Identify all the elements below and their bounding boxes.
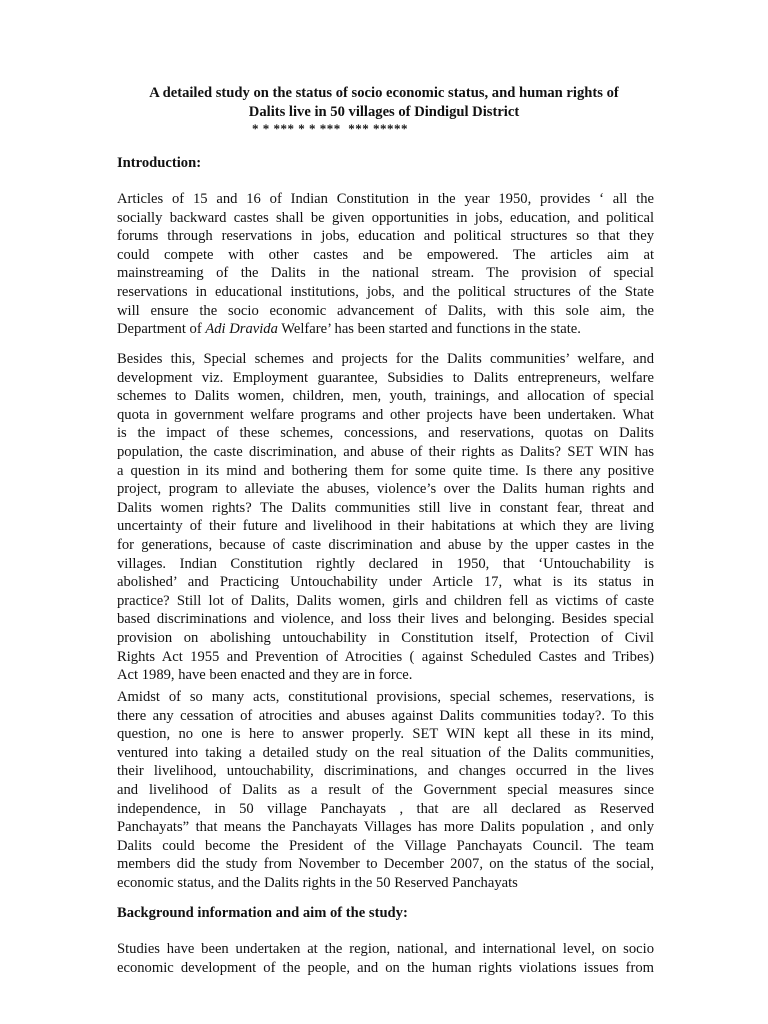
paragraph-line: Panchayats” that means the Panchayats Villages has more Dalits population , and only: [117, 819, 654, 836]
paragraph-line: quota in government welfare programs and other projects have been undertaken. What: [117, 406, 654, 423]
paragraph-2: [117, 350, 654, 685]
paragraph-line: is the impact of these schemes, concessions, and reservations, quotas on Dalits: [117, 425, 654, 442]
paragraph-3: [117, 688, 654, 893]
paragraph-line: Dalits could become the President of the Village Panchayats Council. The team: [117, 837, 654, 854]
paragraph-line: Rights Act 1955 and Prevention of Atrocities ( against Scheduled Castes and Tribes): [117, 648, 654, 665]
title-line-1: A detailed study on the status of socio economic status, and human rights of: [149, 85, 619, 101]
background-heading: Background information and aim of the study:: [117, 905, 408, 921]
paragraph-line: [117, 320, 654, 339]
paragraph-line: population, the caste discrimination, and abuse of their rights as Dalits? SET WIN has: [117, 443, 654, 460]
text-run: Department of: [117, 321, 206, 338]
paragraph-line: Articles of 15 and 16 of Indian Constitution in the year 1950, provides ‘ all the: [117, 191, 654, 207]
title-line-2: Dalits live in 50 villages of Dindigul District: [248, 104, 520, 120]
paragraph-line: Studies have been undertaken at the region, national, and international level, on socio: [117, 941, 654, 957]
paragraph-line: abolished’ and Practicing Untouchability under Article 17, what is its status in: [117, 574, 654, 591]
paragraph-line: development viz. Employment guarantee, Subsidies to Dalits entrepreneurs, welfare: [117, 369, 654, 386]
paragraph-line: will ensure the socio economic advancement of Dalits, with this sole aim, the: [117, 302, 654, 319]
paragraph-line: economic development of the people, and on the human rights violations issues from: [117, 959, 654, 976]
paragraph-line: could compete with other castes and be empowered. The articles aim at: [117, 246, 654, 263]
paragraph-line: independence, in 50 village Panchayats , that are all declared as Reserved: [117, 800, 654, 817]
paragraph-line: a question in its mind and bothering them for some quite time. Is there any positive: [117, 462, 654, 479]
paragraph-line: mainstreaming of the Dalits in the national stream. The provision of special: [117, 265, 654, 282]
paragraph-line: Besides this, Special schemes and projects for the Dalits communities’ welfare, and: [117, 351, 654, 367]
paragraph-1: [117, 190, 654, 339]
paragraph-line: practice? Still lot of Dalits, Dalits women, girls and children fell as victims of caste: [117, 592, 654, 609]
paragraph-line: villages. Indian Constitution rightly declared in 1950, that ‘Untouchability is: [117, 555, 654, 572]
document-title: [100, 84, 668, 122]
paragraph-line: reservations in educational institutions, jobs, and the political structures of the State: [117, 283, 654, 300]
paragraph-line: economic status, and the Dalits rights in the 50 Reserved Panchayats: [117, 874, 518, 891]
paragraph-line: Amidst of so many acts, constitutional provisions, special schemes, reservations, is: [117, 689, 654, 705]
paragraph-line: project, program to alleviate the abuses, violence’s over the Dalits human rights and: [117, 481, 654, 498]
paragraph-line: forums through reservations in jobs, education and political structures so that they: [117, 228, 654, 245]
paragraph-line: for generations, because of caste discrimination and abuse by the upper castes in the: [117, 536, 654, 553]
text-run: Welfare’ has been started and functions in the state.: [277, 321, 581, 338]
paragraph-line: their livelihood, untouchability, discriminations, and changes occurred in the lives: [117, 763, 654, 780]
paragraph-line: members did the study from November to December 2007, on the status of the social,: [117, 856, 654, 873]
italic-term: Adi Dravida: [205, 321, 278, 338]
paragraph-line: there any cessation of atrocities and abuses against Dalits communities today?. To this: [117, 707, 654, 724]
paragraph-line: provision on abolishing untouchability in Constitution itself, Protection of Civil: [117, 629, 654, 646]
paragraph-line: uncertainty of their future and livelihood in their habitations at which they are living: [117, 518, 654, 535]
paragraph-line: and livelihood of Dalits as a result of the Government special measures since: [117, 781, 654, 798]
paragraph-line: schemes to Dalits women, children, men, youth, trainings, and allocation of special: [117, 388, 654, 405]
paragraph-line: Dalits women rights? The Dalits communities still live in constant fear, threat and: [117, 499, 654, 516]
title-separator: * * *** * * *** *** *****: [252, 121, 408, 136]
paragraph-line: question, no one is here to answer properly. SET WIN kept all these in its mind,: [117, 726, 654, 743]
paragraph-line: socially backward castes shall be given opportunities in jobs, education, and political: [117, 209, 654, 226]
paragraph-line: Act 1989, have been enacted and they are in force.: [117, 667, 413, 684]
paragraph-4: [117, 940, 654, 977]
introduction-heading: Introduction:: [117, 155, 202, 171]
paragraph-line: ventured into taking a detailed study on the real situation of the Dalits communities,: [117, 744, 654, 761]
paragraph-line: based discriminations and violence, and loss their lives and belonging. Besides special: [117, 611, 654, 628]
